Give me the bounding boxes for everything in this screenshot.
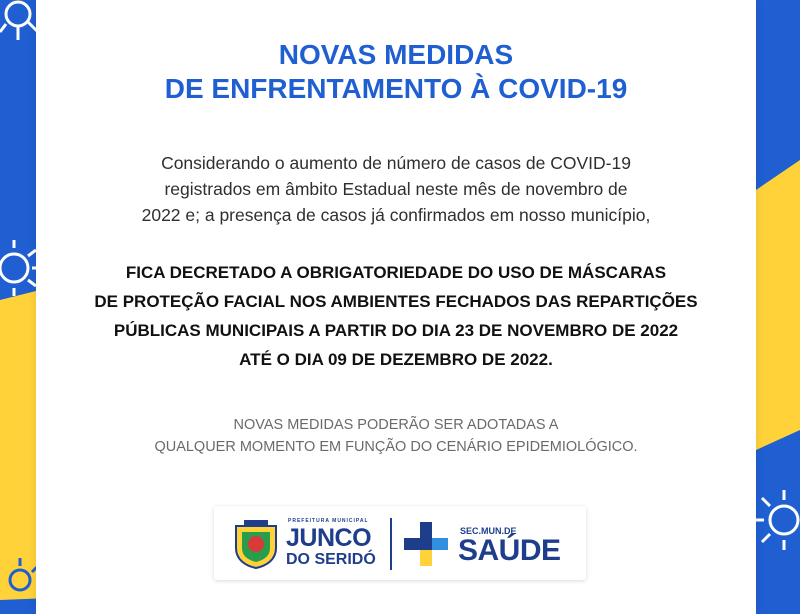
note-line-2: QUALQUER MOMENTO EM FUNÇÃO DO CENÁRIO EPIDEMIOLÓGICO. [154, 439, 638, 455]
coat-of-arms-icon [232, 518, 280, 570]
health-cross-icon [402, 520, 450, 568]
saude-caption: SEC.MUN.DE [460, 526, 517, 536]
decree-line-3: PÚBLICAS MUNICIPAIS A PARTIR DO DIA 23 DE NOVEMBRO DE 2022 [113, 321, 679, 340]
footer-logos [214, 506, 586, 580]
logo-divider [390, 518, 392, 570]
decree-paragraph [56, 258, 736, 374]
saude-name: SAÚDE [458, 534, 561, 567]
prefeitura-caption: PREFEITURA MUNICIPAL [288, 518, 369, 524]
decree-line-1: FICA DECRETADO A OBRIGATORIEDADE DO USO DE MÁSCARAS [125, 263, 667, 282]
intro-paragraph [76, 150, 716, 228]
page-title [36, 38, 756, 106]
prefeitura-name-line-2: DO SERIDÓ [286, 551, 376, 568]
intro-line-2: registrados em âmbito Estadual neste mês de novembro de [164, 179, 628, 199]
title-line-1: NOVAS MEDIDAS [278, 39, 514, 70]
intro-line-1: Considerando o aumento de número de casos de COVID-19 [161, 153, 631, 173]
intro-line-3: 2022 e; a presença de casos já confirmados em nosso município, [141, 205, 651, 225]
title-line-2: DE ENFRENTAMENTO À COVID-19 [164, 73, 628, 104]
decree-line-2: DE PROTEÇÃO FACIAL NOS AMBIENTES FECHADOS DAS REPARTIÇÕES [94, 292, 698, 311]
note-line-1: NOVAS MEDIDAS PODERÃO SER ADOTADAS A [233, 417, 559, 433]
note-paragraph [56, 414, 736, 458]
decree-line-4: ATÉ O DIA 09 DE DEZEMBRO DE 2022. [239, 350, 553, 369]
prefeitura-name-line-1: JUNCO [286, 524, 372, 552]
